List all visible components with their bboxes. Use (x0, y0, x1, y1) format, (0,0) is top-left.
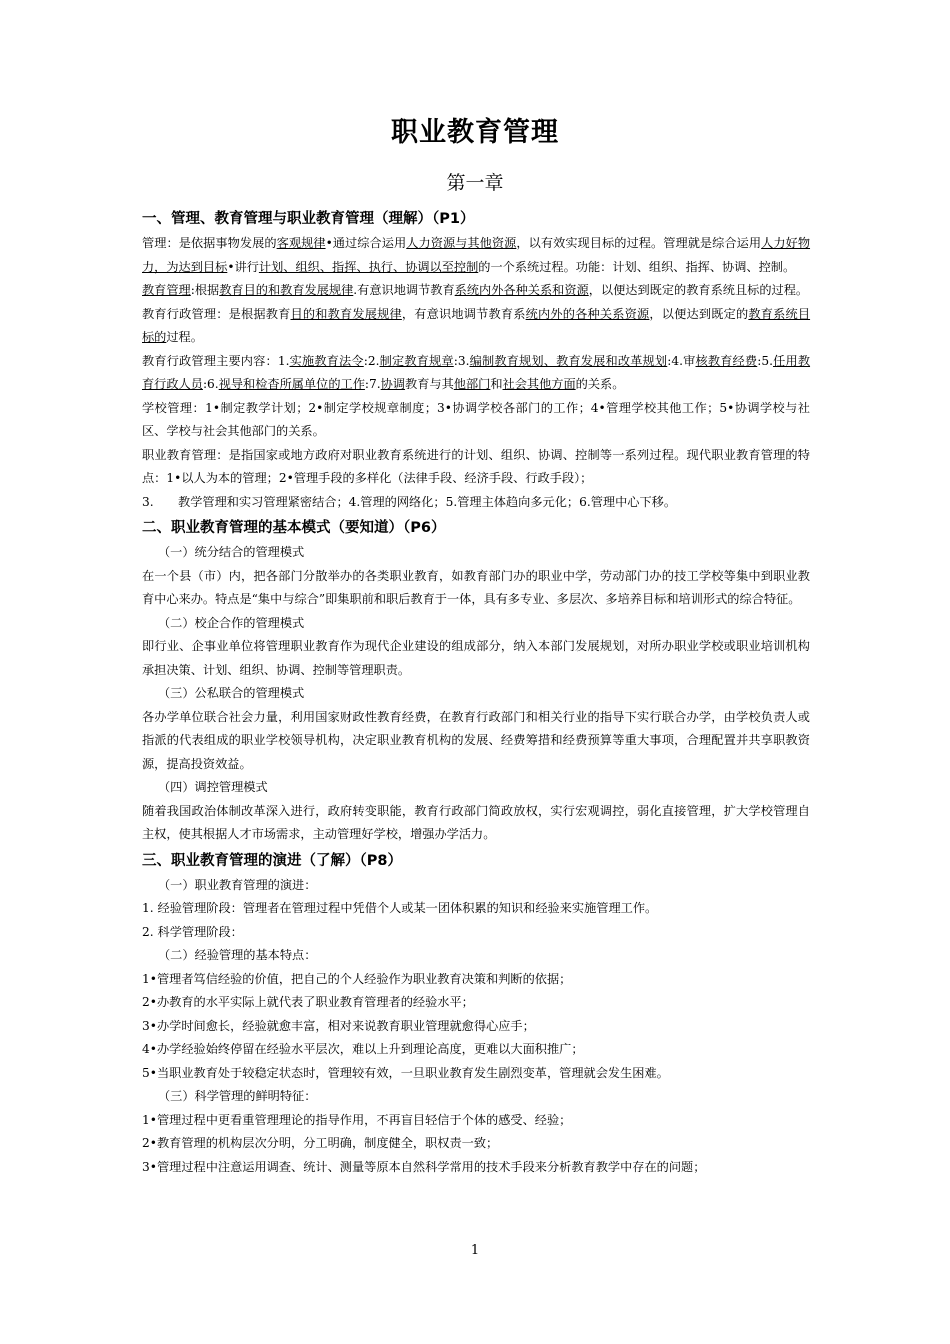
list-item: 1•管理者笃信经验的价值，把自己的个人经验作为职业教育决策和判断的依据； (142, 971, 572, 986)
document-body (142, 209, 810, 1179)
paragraph-mode-2: 即行业、企事业单位将管理职业教育作为现代企业建设的组成部分，纳入本部门发展规划，对所办职业学校或职业培训机构承担决策、计划、组织、协调、控制等管理职责。 (142, 639, 810, 677)
paragraph-vocational-features-cont: 3. 教学管理和实习管理紧密结合；4.管理的网络化；5.管理主体趋向多元化；6.管理中心下移。 (142, 494, 677, 509)
section-heading-3: 三、职业教育管理的演进（了解）（P8） (142, 852, 402, 869)
subheading-experience-features: （二）经验管理的基本特点： (158, 948, 317, 962)
paragraph-mode-1: 在一个县（市）内，把各部门分散举办的各类职业教育，如教育部门办的职业中学，劳动部门办的技工学校等集中到职业教育中心来办。特点是“集中与综合”即集职前和职后教育于一体，具有多专业、多层次、多培养目标和培训形式的综合特征。 (142, 568, 810, 606)
list-item: 2. 科学管理阶段： (142, 924, 243, 939)
subheading-mode-3: （三）公私联合的管理模式 (158, 686, 305, 700)
list-item: 1•管理过程中更看重管理理论的指导作用，不再盲目轻信于个体的感受、经验； (142, 1112, 572, 1127)
subheading-mode-4: （四）调控管理模式 (158, 780, 268, 794)
subheading-scientific-features: （三）科学管理的鲜明特征： (158, 1089, 317, 1103)
paragraph-education-administration: 教育行政管理：是根据教育目的和教育发展规律，有意识地调节教育系统内外的各种关系资源，以便达到既定的教育系统目标的过程。 (142, 306, 811, 344)
paragraph-vocational-management: 职业教育管理：是指国家或地方政府对职业教育系统进行的计划、组织、协调、控制等一系列过程。现代职业教育管理的特点：1•以人为本的管理；2•管理手段的多样化（法律手段、经济手段、行政手段）； (142, 447, 810, 485)
subheading-evolution: （一）职业教育管理的演进： (158, 877, 317, 892)
list-item: 5•当职业教育处于较稳定状态时，管理较有效，一旦职业教育发生剧烈变革，管理就会发生困难。 (142, 1065, 669, 1080)
paragraph-school-management: 学校管理：1•制定教学计划；2•制定学校规章制度；3•协调学校各部门的工作；4•管理学校其他工作；5•协调学校与社区、学校与社会其他部门的关系。 (142, 400, 810, 438)
subheading-mode-1: （一）统分结合的管理模式 (158, 545, 305, 559)
list-item: 3•办学时间愈长，经验就愈丰富，相对来说教育职业管理就愈得心应手； (142, 1018, 535, 1033)
document-title: 职业教育管理 (391, 117, 559, 148)
page-number: 1 (470, 1243, 480, 1258)
list-item: 4•办学经验始终停留在经验水平层次，难以上升到理论高度，更难以大面积推广； (142, 1042, 584, 1056)
paragraph-administration-content: 教育行政管理主要内容：1.实施教育法令:2.制定教育规章:3.编制教育规划、教育发展和改革规划:4.审核教育经费:5.任用教育行政人员:6.视导和检杳所属单位的工作:7.协调教育与其他部门和社会其他方面的关系。 (142, 353, 811, 391)
chapter-heading: 第一章 (446, 172, 504, 194)
list-item: 1. 经验管理阶段：管理者在管理过程中凭借个人或某一团体积累的知识和经验来实施管理工作。 (142, 901, 658, 915)
paragraph-mode-4: 随着我国政治体制改革深入进行，政府转变职能，教育行政部门简政放权，实行宏观调控，弱化直接管理，扩大学校管理自主权，使其根据人才市场需求，主动管理好学校，增强办学活力。 (142, 803, 810, 841)
section-heading-1: 一、管理、教育管理与职业教育管理（理解）（P1） (142, 211, 475, 227)
list-item: 2•教育管理的机构层次分明，分工明确，制度健全，职权责一致； (142, 1136, 499, 1150)
paragraph-mode-3: 各办学单位联合社会力量，利用国家财政性教育经费，在教育行政部门和相关行业的指导下实行联合办学，由学校负责人或指派的代表组成的职业学校领导机构，决定职业教育机构的发展、经费筹措和经费预算等重大事项，合理配置并共享职教资源，提高投资效益。 (142, 709, 810, 771)
section-heading-2: 二、职业教育管理的基本模式（要知道）（P6） (142, 520, 446, 536)
paragraph-management-definition: 管理：是依据事物发展的客观规律•通过综合运用人力资源与其他资源，以有效实现目标的过程。管理就是综合运用人力好物力，为达到目标•讲行计划、组织、指挥、执行、协调以至控制的一个系统过程。功能：计划、组织、指挥、协调、控制。 (142, 236, 811, 274)
list-item: 3•管理过程中注意运用调查、统计、测量等原本自然科学常用的技术手段来分析教育教学中存在的问题； (142, 1159, 706, 1174)
subheading-mode-2: （二）校企合作的管理模式 (158, 615, 305, 630)
paragraph-education-management: 教育管理:根据教育目的和教育发展规律.有意识地调节教育系统内外各种关系和资源，以便达到既定的教育系统且标的过程。 (142, 283, 809, 297)
list-item: 2•办教育的水平实际上就代表了职业教育管理者的经验水平； (142, 995, 474, 1009)
